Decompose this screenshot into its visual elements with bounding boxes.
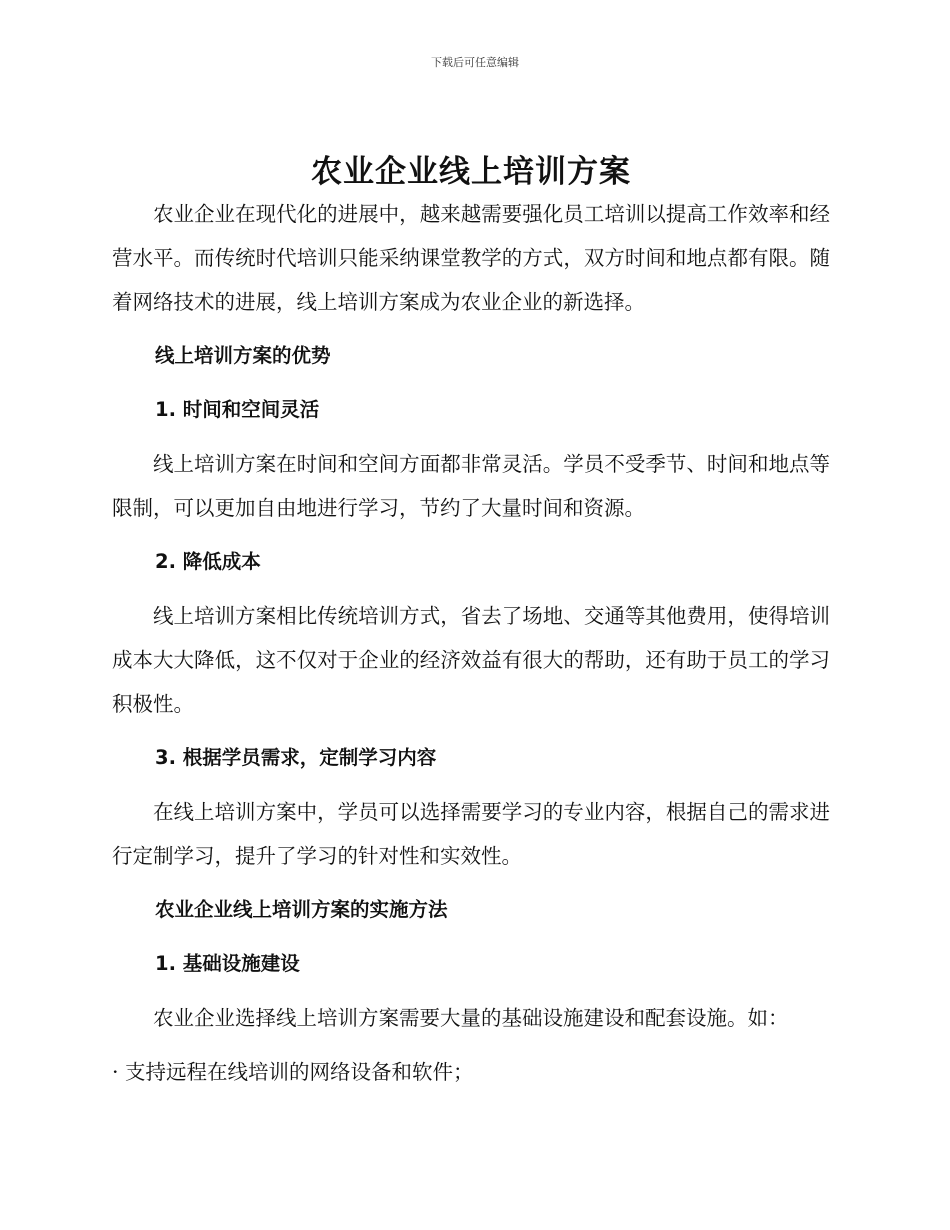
subheading-infrastructure: 1. 基础设施建设	[155, 952, 300, 975]
page-header-note: 下载后可任意编辑	[431, 56, 519, 69]
list-item: · 支持远程在线培训的网络设备和软件；	[112, 1060, 474, 1084]
subheading-flexibility: 1. 时间和空间灵活	[155, 398, 320, 421]
document-body	[112, 150, 830, 1094]
intro-paragraph: 农业企业在现代化的进展中，越来越需要强化员工培训以提高工作效率和经营水平。而传统时代培训只能采纳课堂教学的方式，双方时间和地点都有限。随着网络技术的进展，线上培训方案成为农业企业的新选择。	[112, 202, 830, 314]
subheading-cost: 2. 降低成本	[155, 550, 261, 573]
paragraph-cost: 线上培训方案相比传统培训方式，省去了场地、交通等其他费用，使得培训成本大大降低，这不仅对于企业的经济效益有很大的帮助，还有助于员工的学习积极性。	[112, 604, 830, 716]
paragraph-infrastructure: 农业企业选择线上培训方案需要大量的基础设施建设和配套设施。如：	[153, 1006, 789, 1030]
paragraph-flexibility: 线上培训方案在时间和空间方面都非常灵活。学员不受季节、时间和地点等限制，可以更加自由地进行学习，节约了大量时间和资源。	[112, 452, 830, 520]
paragraph-custom-content: 在线上培训方案中，学员可以选择需要学习的专业内容，根据自己的需求进行定制学习，提升了学习的针对性和实效性。	[112, 800, 830, 868]
subheading-custom-content: 3. 根据学员需求，定制学习内容	[155, 746, 437, 769]
section-heading-methods: 农业企业线上培训方案的实施方法	[155, 898, 448, 921]
document-title: 农业企业线上培训方案	[311, 154, 631, 190]
section-heading-advantages: 线上培训方案的优势	[155, 344, 331, 367]
